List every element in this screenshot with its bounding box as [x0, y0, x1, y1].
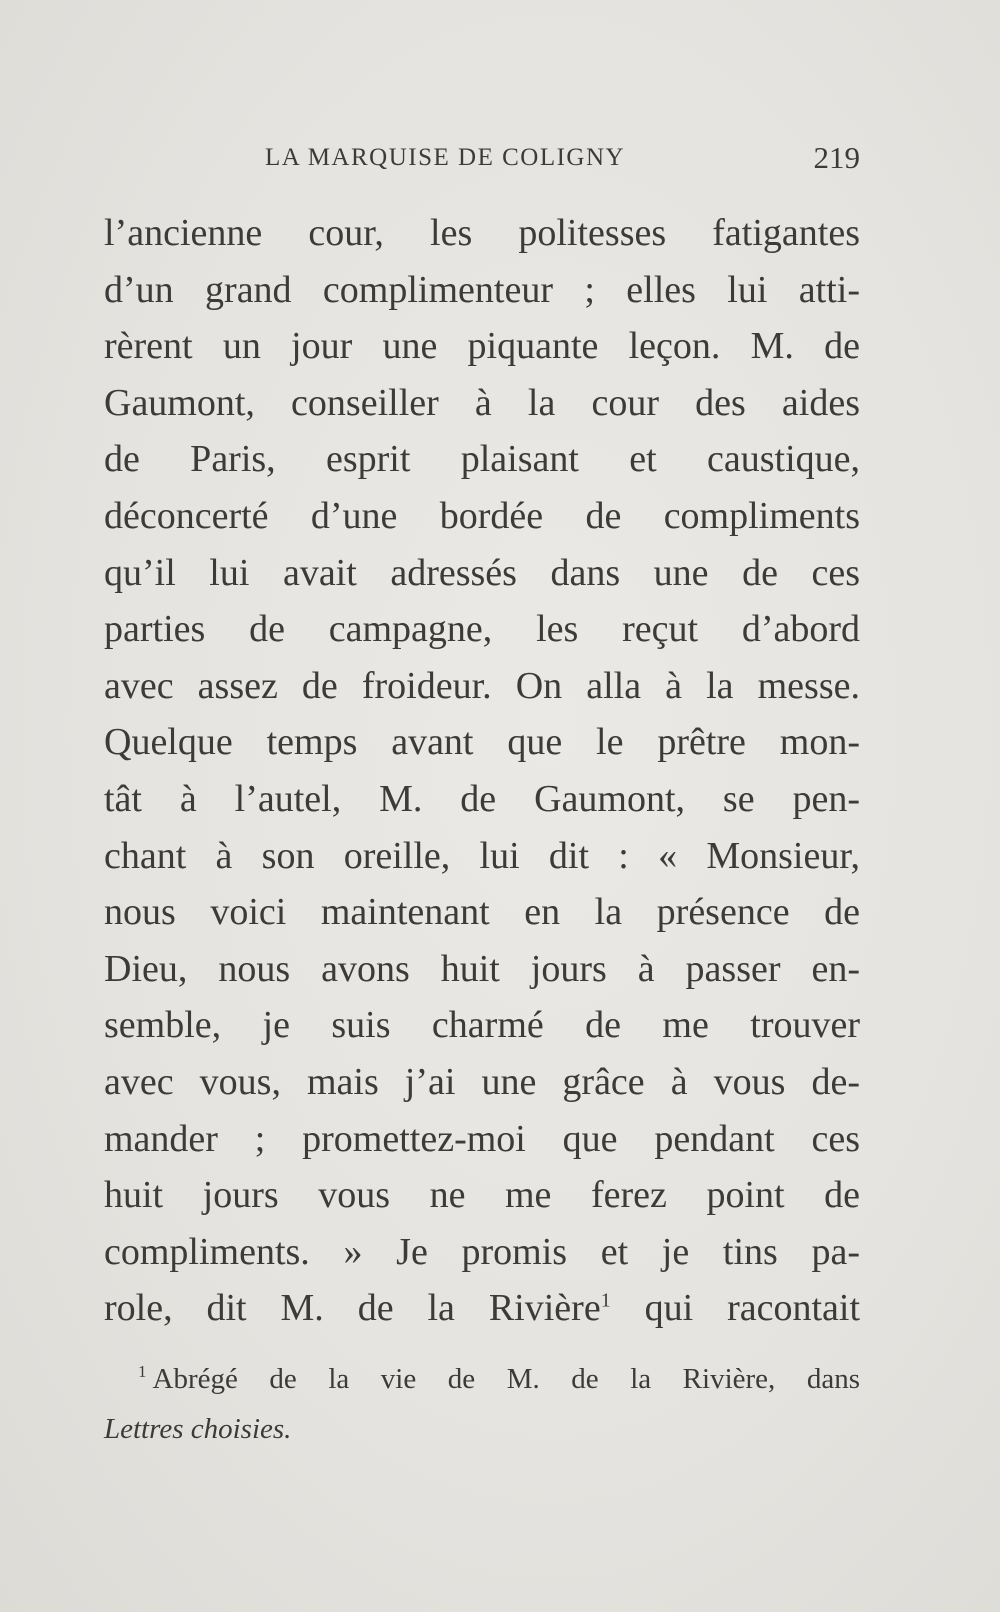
text-line: semble, je suis charmé de me trouver — [104, 1004, 860, 1047]
text-line: rèrent un jour une piquante leçon. M. de — [104, 325, 860, 368]
text-line: parties de campagne, les reçut d’abord — [104, 608, 860, 651]
footnote-reference[interactable]: 1 — [600, 1289, 611, 1312]
footnotes — [104, 1354, 860, 1454]
text-line: déconcerté d’une bordée de compliments — [104, 494, 860, 537]
text-line: qu’il lui avait adressés dans une de ces — [104, 551, 860, 594]
text-line-last — [104, 1280, 860, 1337]
text-line: Gaumont, conseiller à la cour des aides — [104, 381, 860, 424]
running-header — [265, 140, 865, 180]
text-line: chant à son oreille, lui dit : « Monsieur, — [104, 834, 860, 877]
text-line: l’ancienne cour, les politesses fatigantes — [104, 212, 860, 254]
text-line: mander ; promettez-moi que pendant ces — [104, 1117, 860, 1160]
footnote-text: Abrégé de la vie de M. de la Rivière, dans — [152, 1363, 860, 1395]
text-line: de Paris, esprit plaisant et caustique, — [104, 438, 860, 481]
footnote-number: 1 — [138, 1362, 147, 1382]
running-title: LA MARQUISE DE COLIGNY — [265, 144, 626, 171]
footnote-line — [104, 1354, 860, 1404]
text-line: Quelque temps avant que le prêtre mon- — [104, 721, 860, 764]
footnote-source-title: Lettres choisies. — [104, 1413, 292, 1445]
text-line: tât à l’autel, M. de Gaumont, se pen- — [104, 777, 860, 820]
text-line: avec assez de froideur. On alla à la messe. — [104, 664, 860, 707]
page-number: 219 — [813, 140, 860, 175]
text-line: avec vous, mais j’ai une grâce à vous de- — [104, 1060, 860, 1103]
last-line-tail: qui racontait — [644, 1287, 861, 1330]
body-text — [104, 205, 860, 1337]
text-line: huit jours vous ne me ferez point de — [104, 1174, 860, 1217]
text-line: nous voici maintenant en la présence de — [104, 891, 860, 934]
text-line: Dieu, nous avons huit jours à passer en- — [104, 947, 860, 990]
text-line: compliments. » Je promis et je tins pa- — [104, 1230, 860, 1273]
last-line-text: role, dit M. de la Rivière — [104, 1287, 601, 1330]
text-line: d’un grand complimenteur ; elles lui atti- — [104, 268, 860, 311]
